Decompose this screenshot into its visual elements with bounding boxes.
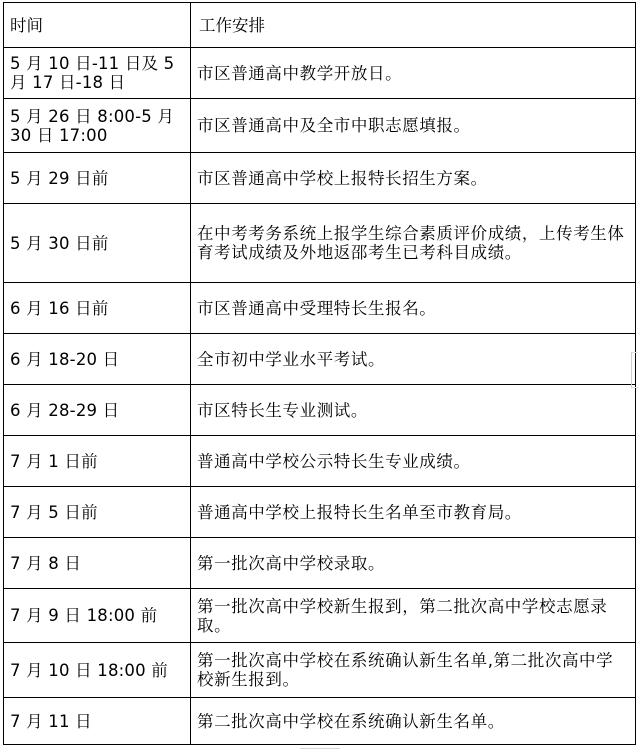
row-task: 市区普通高中学校上报特长招生方案。 <box>191 153 636 204</box>
row-time: 7 月 9 日 18:00 前 <box>4 589 191 643</box>
row-time: 5 月 26 日 8:00-5 月 30 日 17:00 <box>4 99 191 153</box>
row-task: 第一批次高中学校新生报到，第二批次高中学校志愿录取。 <box>191 589 636 643</box>
row-task: 在中考考务系统上报学生综合素质评价成绩，上传考生体育考试成绩及外地返邵考生已考科目成绩。 <box>191 204 636 283</box>
table-row <box>4 643 636 698</box>
row-time: 7 月 11 日 <box>4 698 191 745</box>
table-row <box>4 334 636 385</box>
scan-edge-mark <box>631 352 638 388</box>
row-task: 普通高中学校公示特长生专业成绩。 <box>191 436 636 487</box>
row-task: 市区普通高中受理特长生报名。 <box>191 283 636 334</box>
table-row <box>4 436 636 487</box>
row-time: 5 月 10 日-11 日及 5 月 17 日-18 日 <box>4 48 191 99</box>
table-row <box>4 487 636 538</box>
row-task: 全市初中学业水平考试。 <box>191 334 636 385</box>
row-time: 6 月 18-20 日 <box>4 334 191 385</box>
header-time: 时间 <box>4 3 191 48</box>
table-row <box>4 283 636 334</box>
row-time: 7 月 8 日 <box>4 538 191 589</box>
table-row <box>4 698 636 745</box>
table-row <box>4 204 636 283</box>
scan-edge-mark-bottom <box>300 748 340 755</box>
table-row <box>4 589 636 643</box>
row-time: 6 月 28-29 日 <box>4 385 191 436</box>
table-row <box>4 99 636 153</box>
row-time: 7 月 5 日前 <box>4 487 191 538</box>
table-row <box>4 538 636 589</box>
row-task: 第一批次高中学校录取。 <box>191 538 636 589</box>
row-task: 第二批次高中学校在系统确认新生名单。 <box>191 698 636 745</box>
schedule-table <box>3 2 636 745</box>
row-task: 市区普通高中教学开放日。 <box>191 48 636 99</box>
row-time: 5 月 30 日前 <box>4 204 191 283</box>
table-row <box>4 153 636 204</box>
row-time: 5 月 29 日前 <box>4 153 191 204</box>
table-row <box>4 385 636 436</box>
row-task: 第一批次高中学校在系统确认新生名单,第二批次高中学校新生报到。 <box>191 643 636 698</box>
row-task: 市区普通高中及全市中职志愿填报。 <box>191 99 636 153</box>
row-time: 7 月 1 日前 <box>4 436 191 487</box>
table-row <box>4 48 636 99</box>
table-header-row <box>4 3 636 48</box>
row-time: 7 月 10 日 18:00 前 <box>4 643 191 698</box>
row-time: 6 月 16 日前 <box>4 283 191 334</box>
row-task: 普通高中学校上报特长生名单至市教育局。 <box>191 487 636 538</box>
header-task: 工作安排 <box>191 3 636 48</box>
row-task: 市区特长生专业测试。 <box>191 385 636 436</box>
